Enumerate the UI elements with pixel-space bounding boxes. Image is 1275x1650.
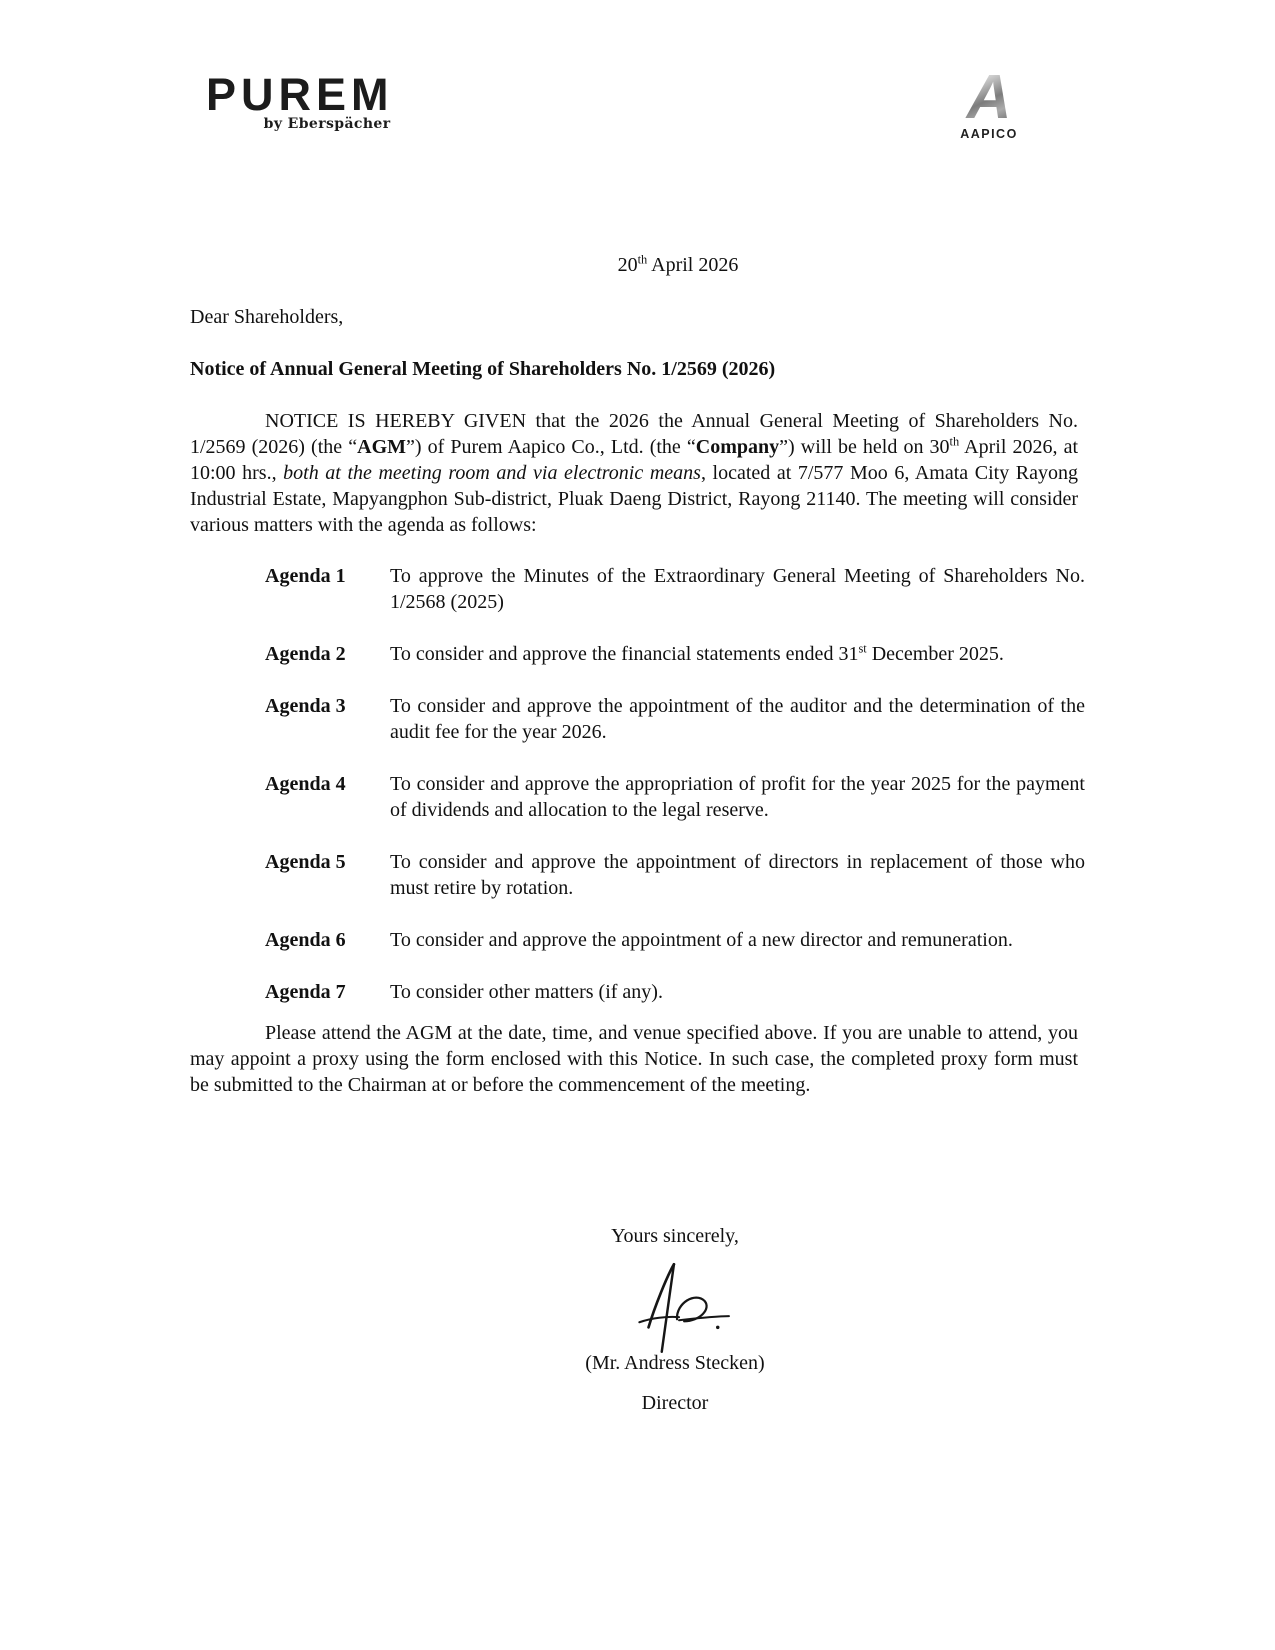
- agenda-description: To consider and approve the appropriation of profit for the year 2025 for the payment of dividends and allocation to the legal reserve.: [390, 773, 1085, 821]
- aapico-a-icon: A: [958, 70, 1020, 126]
- agenda-description: To approve the Minutes of the Extraordinary General Meeting of Shareholders No. 1/2568 (2025): [390, 565, 1085, 613]
- salutation: Dear Shareholders,: [190, 306, 344, 328]
- signature-image: [620, 1262, 732, 1354]
- agenda-label: Agenda 7: [265, 981, 346, 1003]
- agenda-description: To consider other matters (if any).: [390, 981, 663, 1003]
- signer-title: Director: [641, 1392, 709, 1414]
- agenda-description: To consider and approve the appointment of a new director and remuneration.: [390, 929, 1013, 951]
- signoff: Yours sincerely,: [611, 1225, 739, 1247]
- purem-logo: [206, 69, 394, 132]
- purem-wordmark: PUREM: [206, 69, 394, 120]
- letter-date: 20th April 2026: [617, 252, 739, 276]
- agenda-label: Agenda 6: [265, 929, 346, 951]
- agenda-description: To consider and approve the appointment of directors in replacement of those who must retire by rotation.: [390, 851, 1085, 899]
- aapico-label: AAPICO: [960, 127, 1018, 141]
- agenda-item-3: [265, 693, 1085, 745]
- subject-line: Notice of Annual General Meeting of Shareholders No. 1/2569 (2026): [190, 358, 776, 380]
- agenda-item-7: [265, 979, 1085, 1005]
- agenda-item-5: [265, 849, 1085, 901]
- signer-name: (Mr. Andress Stecken): [585, 1352, 765, 1374]
- agenda-label: Agenda 1: [265, 565, 346, 587]
- agenda-item-2: [265, 641, 1085, 667]
- purem-tagline: by Eberspächer: [263, 116, 391, 132]
- agenda-list: [265, 563, 1085, 1031]
- agenda-item-6: [265, 927, 1085, 953]
- closing-paragraph: Please attend the AGM at the date, time, and venue specified above. If you are unable to attend, you may appoint a proxy using the form enclosed with this Notice. In such case, the completed proxy form must be submitted to the Chairman at or before the commencement of the meeting.: [190, 1022, 1078, 1096]
- notice-paragraph: NOTICE IS HEREBY GIVEN that the 2026 the Annual General Meeting of Shareholders No. 1/2569 (2026) (the “AGM”) of Purem Aapico Co., Ltd. (the “Company”) will be held on 30th April 2026, at 10:00 hrs., both at the meeting room and via electronic means, located at 7/577 Moo 6, Amata City Rayong Industrial Estate, Mapyangphon Sub-district, Pluak Daeng District, Rayong 21140. The meeting will consider various matters with the agenda as follows:: [190, 410, 1078, 536]
- agenda-label: Agenda 3: [265, 695, 346, 717]
- aapico-logo: [958, 63, 1020, 141]
- agenda-label: Agenda 2: [265, 643, 346, 665]
- agenda-item-4: [265, 771, 1085, 823]
- agenda-label: Agenda 5: [265, 851, 346, 873]
- agenda-label: Agenda 4: [265, 773, 346, 795]
- agenda-description: To consider and approve the financial statements ended 31st December 2025.: [390, 641, 1004, 665]
- agenda-description: To consider and approve the appointment of the auditor and the determination of the audit fee for the year 2026.: [390, 695, 1085, 743]
- agenda-item-1: [265, 563, 1085, 615]
